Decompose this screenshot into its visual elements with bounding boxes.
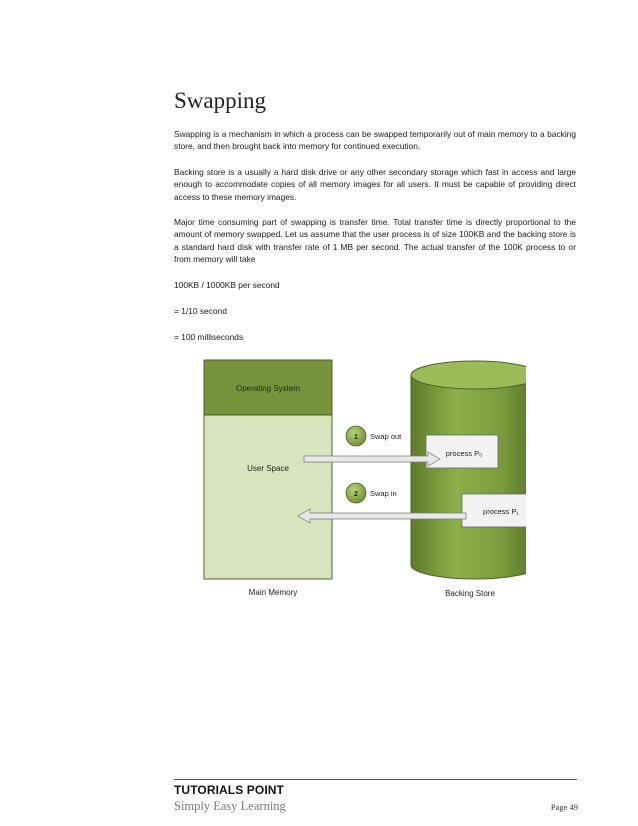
backing-store-cylinder: [411, 375, 526, 579]
footer-divider: [174, 779, 577, 780]
footer-brand: TUTORIALS POINT: [174, 783, 284, 797]
equation-line: 100KB / 1000KB per second: [174, 279, 280, 290]
swapping-diagram: [196, 355, 526, 603]
section-body: [174, 128, 576, 358]
equation-line: = 100 milliseconds: [174, 332, 244, 343]
swap-in-label: Swap in: [370, 489, 397, 498]
paragraph-transfer-time: Major time consuming part of swapping is transfer time. Total transfer time is directly proportional to the amount of memory swapped. Let us assume that the user process is of size 100KB and the backing store is a standard hard disk with transfer rate of 1 MB per second. The actual transfer of the 100K process to or from memory will take: [174, 217, 576, 265]
section-title: Swapping: [174, 88, 266, 113]
swap-out-label: Swap out: [370, 432, 402, 441]
step-2-number: 2: [354, 491, 358, 498]
equation-line: = 1/10 second: [174, 306, 227, 317]
paragraph-backing-store: Backing store is a usually a hard disk drive or any other secondary storage which fast in access and large enough to accommodate copies of all memory images for all users. It must be capable of providing direct access to these memory images.: [174, 166, 576, 202]
user-space-label: User Space: [247, 464, 289, 473]
page-number: Page 49: [550, 802, 578, 812]
step-1-number: 1: [354, 434, 358, 441]
paragraph-swapping-definition: Swapping is a mechanism in which a process can be swapped temporarily out of main memory to a backing store, and then brought back into memory for continued execution.: [174, 129, 576, 152]
backing-store-label: Backing Store: [445, 589, 495, 598]
main-memory-label: Main Memory: [248, 588, 298, 597]
process-p1-label: process P₁: [483, 507, 519, 516]
footer-tagline: Simply Easy Learning: [174, 799, 286, 813]
process-p0-label: process P₀: [445, 449, 483, 458]
backing-store-cylinder-top: [411, 361, 526, 389]
user-space-block: [204, 415, 332, 579]
operating-system-label: Operating System: [235, 384, 301, 393]
